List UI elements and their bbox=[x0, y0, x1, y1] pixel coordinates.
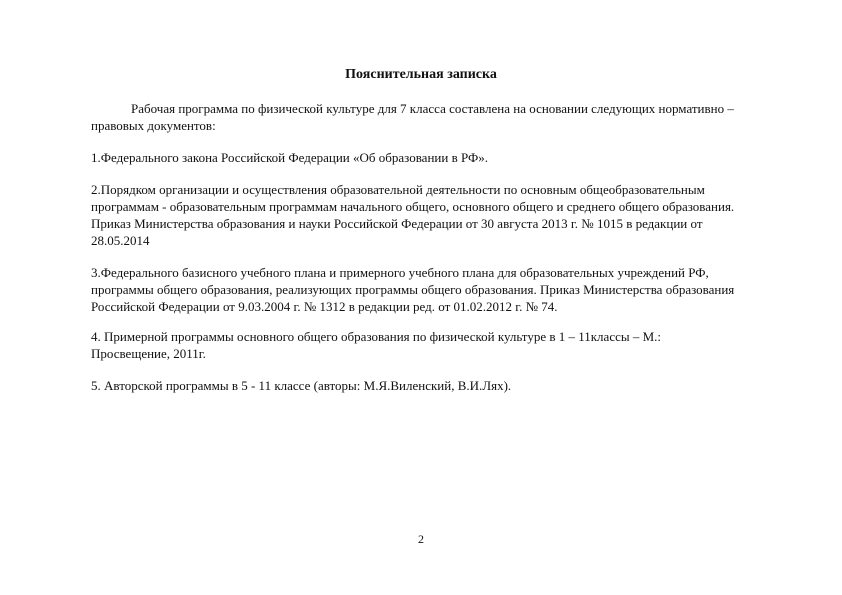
list-item bbox=[91, 181, 755, 249]
list-item-line: 4. Примерной программы основного общего образования по физической культуре в 1 – 11классы – М.: bbox=[91, 329, 662, 344]
list-item-line: 5. Авторской программы в 5 - 11 классе (авторы: М.Я.Виленский, В.И.Лях). bbox=[91, 378, 512, 393]
list-item-line: программы общего образования, реализующих программы общего образования. Приказ Министерства образования bbox=[91, 282, 735, 297]
list-item bbox=[91, 149, 755, 166]
list-item-line: программам - образовательным программам начального общего, основного общего и среднего общего образования. bbox=[91, 199, 735, 214]
list-item-line: Приказ Министерства образования и науки Российской Федерации от 30 августа 2013 г. № 1015 в редакции от bbox=[91, 216, 703, 231]
list-item-line: Российской Федерации от 9.03.2004 г. № 1312 в редакции ред. от 01.02.2012 г. № 74. bbox=[91, 299, 558, 314]
list-item-line: 3.Федерального базисного учебного плана и примерного учебного плана для образовательных учреждений РФ, bbox=[91, 265, 709, 280]
intro-paragraph bbox=[91, 100, 755, 134]
page-number: 2 bbox=[418, 532, 424, 546]
list-item bbox=[91, 328, 755, 362]
intro-line: Рабочая программа по физической культуре для 7 класса составлена на основании следующих нормативно – bbox=[131, 101, 734, 116]
list-item-line: Просвещение, 2011г. bbox=[91, 346, 206, 361]
list-item bbox=[91, 377, 755, 394]
list-item-line: 28.05.2014 bbox=[91, 233, 150, 248]
intro-line: правовых документов: bbox=[91, 118, 216, 133]
list-item-line: 1.Федерального закона Российской Федерации «Об образовании в РФ». bbox=[91, 150, 488, 165]
page-title: Пояснительная записка bbox=[345, 67, 497, 82]
list-item-line: 2.Порядком организации и осуществления образовательной деятельности по основным общеобразовательным bbox=[91, 182, 705, 197]
list-item bbox=[91, 264, 755, 315]
